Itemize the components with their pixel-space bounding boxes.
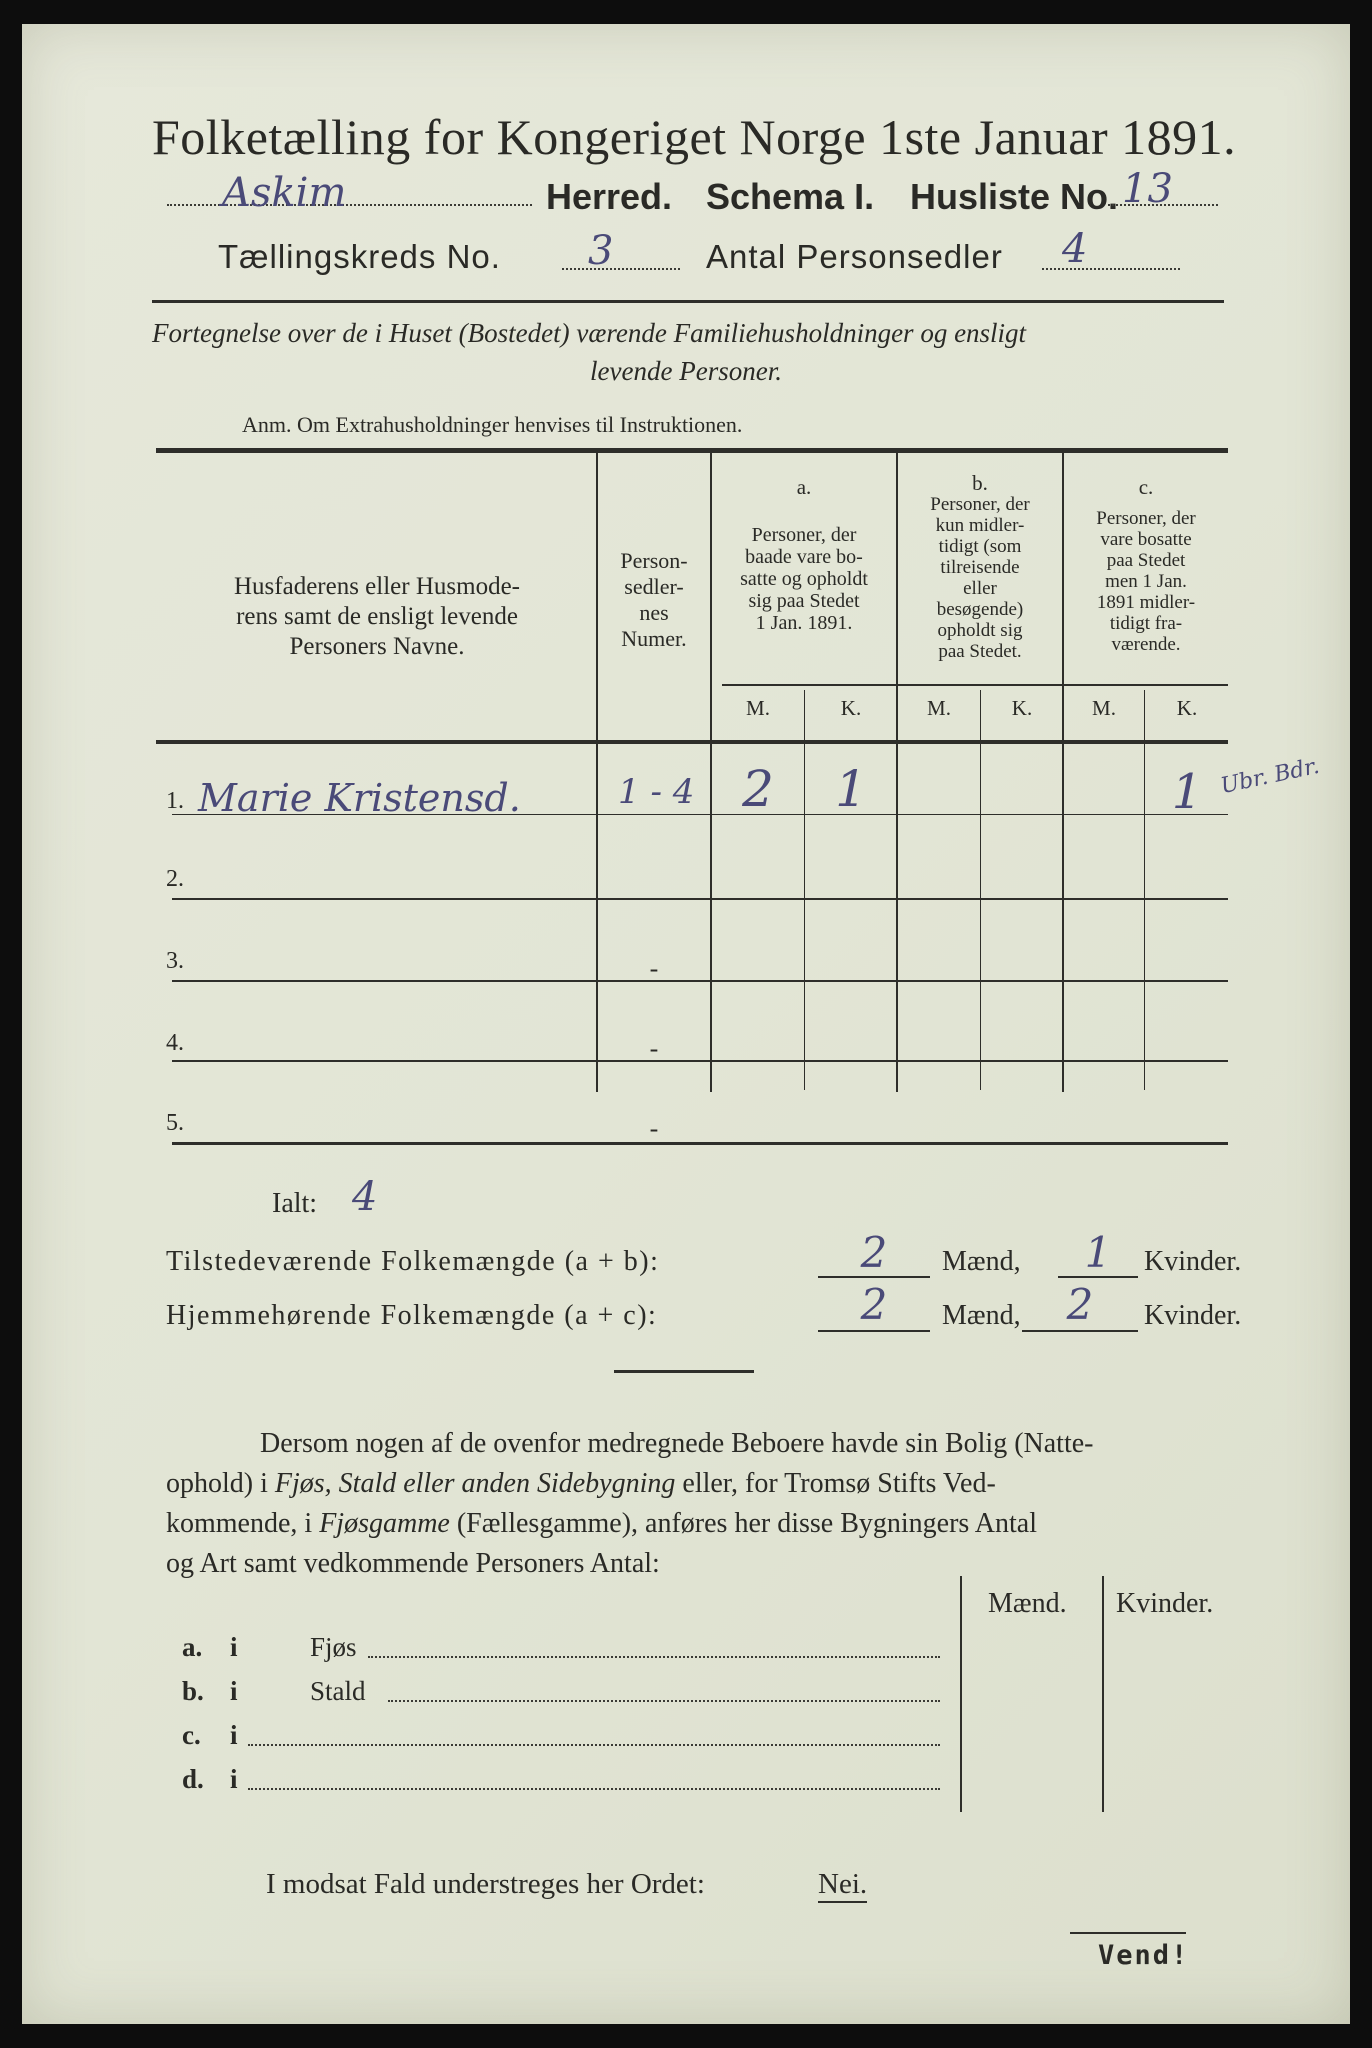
col-header-name: Husfaderens eller Husmode- rens samt de ensligt levende Personers Navne. [233, 573, 520, 660]
row-4-num: - [649, 1034, 659, 1063]
row-1-num: 1 - 4 [618, 772, 695, 812]
a-k-label: K. [840, 696, 862, 720]
row-1-c-k: 1 [1171, 764, 1203, 820]
herred-label: Herred. [546, 176, 673, 217]
table-top-rule [156, 448, 1228, 453]
col-divider-cm [1144, 690, 1145, 1090]
antal-value: 4 [1062, 226, 1088, 272]
building-row-d-letter: d. [182, 1764, 204, 1794]
row-1-number: 1. [166, 788, 184, 814]
header-rule [152, 300, 1224, 303]
building-row-a-label: Fjøs [310, 1632, 357, 1662]
antal-label: Antal Personsedler [706, 238, 1003, 275]
building-row-c-letter: c. [182, 1720, 201, 1750]
row-1-note: Ubr. Bdr. [1218, 753, 1322, 800]
building-row-c-prefix: i [230, 1720, 238, 1750]
b-m-label: M. [927, 696, 951, 720]
census-form-page [22, 24, 1350, 2024]
form-title: Folketælling for Kongeriget Norge 1ste Januar 1891. [152, 109, 1237, 165]
tilst-label: Tilstedeværende Folkemængde (a + b): [166, 1246, 660, 1277]
buildings-maend-head: Mænd. [988, 1588, 1067, 1619]
a-m-label: M. [746, 696, 770, 720]
col-header-c: Personer, der vare bosatte paa Stedet men 1 Jan. 1891 midler- tidigt fra- værende. [1096, 508, 1196, 655]
hjem-k-value: 2 [1066, 1280, 1094, 1329]
hjem-m-line [818, 1330, 930, 1332]
kreds-label: Tællingskreds No. [218, 238, 501, 275]
tilst-kvinder: Kvinder. [1144, 1246, 1242, 1277]
buildings-para-4: og Art samt vedkommende Personers Antal: [166, 1548, 660, 1579]
row-4-number: 4. [166, 1030, 184, 1056]
buildings-para-1: Dersom nogen af de ovenfor medregnede Beboere havde sin Bolig (Natte- [260, 1428, 1094, 1459]
buildings-col-divider-2 [1102, 1576, 1104, 1812]
instruction-note: Anm. Om Extrahusholdninger henvises til Instruktionen. [242, 412, 743, 437]
col-header-a: Personer, der baade vare bo- satte og opholdt sig paa Stedet 1 Jan. 1891. [740, 524, 868, 634]
building-row-a-dots [368, 1656, 940, 1658]
col-header-a-letter: a. [796, 475, 812, 499]
vend-rule [1070, 1932, 1186, 1934]
husliste-value: 13 [1122, 166, 1173, 212]
building-row-b-letter: b. [182, 1676, 204, 1706]
ialt-value: 4 [352, 1174, 378, 1220]
building-row-b-label: Stald [310, 1676, 366, 1706]
col-header-num: Person- sedler- nes Numer. [620, 548, 688, 651]
kreds-dotted-line [562, 268, 680, 270]
tilst-m-value: 2 [860, 1228, 888, 1277]
building-row-b-dots [388, 1700, 940, 1702]
building-row-d-prefix: i [230, 1764, 238, 1794]
schema-label: Schema I. [706, 176, 875, 217]
c-m-label: M. [1092, 696, 1116, 720]
hjem-m-value: 2 [860, 1280, 888, 1329]
col-header-b-letter: b. [972, 471, 988, 495]
row-2-rule [172, 898, 1228, 900]
c-k-label: K. [1176, 696, 1198, 720]
row-5-number: 5. [166, 1110, 184, 1136]
hjem-label: Hjemmehørende Folkemængde (a + c): [166, 1300, 658, 1331]
col-divider-bm [980, 690, 981, 1090]
building-row-a-prefix: i [230, 1632, 238, 1662]
buildings-col-divider-1 [960, 1576, 962, 1812]
row-1-name: Marie Kristensd. [198, 776, 521, 820]
vend-label: Vend! [1098, 1940, 1190, 1971]
subtitle-line-1: Fortegnelse over de i Huset (Bostedet) værende Familiehusholdninger og ensligt [152, 318, 1027, 348]
buildings-para-2: ophold) i Fjøs, Stald eller anden Sidebygning eller, for Tromsø Stifts Ved- [166, 1468, 996, 1499]
husliste-label: Husliste No. [910, 176, 1119, 217]
kreds-value: 3 [588, 228, 614, 274]
col-divider-am [804, 690, 805, 1090]
row-1-a-m: 2 [742, 760, 774, 818]
herred-value: Askim [222, 170, 347, 216]
buildings-kvinder-head: Kvinder. [1116, 1588, 1214, 1619]
footer-word: Nei. [818, 1868, 867, 1903]
footer-text: I modsat Fald understreges her Ordet: [266, 1868, 705, 1900]
section-divider [614, 1370, 754, 1373]
row-2-number: 2. [166, 866, 184, 892]
tilst-k-value: 1 [1084, 1228, 1112, 1277]
row-1-a-k: 1 [835, 760, 867, 818]
hjem-kvinder: Kvinder. [1144, 1300, 1242, 1331]
building-row-a-letter: a. [182, 1632, 203, 1662]
building-row-d-dots [248, 1788, 940, 1790]
building-row-c-dots [248, 1744, 940, 1746]
table-header-bottom-rule [156, 740, 1228, 744]
row-5-num: - [649, 1114, 659, 1143]
hjem-k-line [1022, 1330, 1138, 1332]
buildings-para-3: kommende, i Fjøsgamme (Fællesgamme), anføres her disse Bygningers Antal [166, 1508, 1037, 1539]
tilst-maend: Mænd, [942, 1246, 1021, 1277]
ialt-label: Ialt: [272, 1188, 318, 1219]
mk-rule [722, 684, 1228, 686]
subtitle-line-2: levende Personer. [590, 356, 782, 386]
b-k-label: K. [1011, 696, 1033, 720]
row-3-num: - [649, 954, 659, 983]
col-header-c-letter: c. [1138, 475, 1154, 499]
building-row-b-prefix: i [230, 1676, 238, 1706]
col-header-b: Personer, der kun midler- tidigt (som tilreisende eller besøgende) opholdt sig paa Stedet. [930, 494, 1030, 662]
hjem-maend: Mænd, [942, 1300, 1021, 1331]
row-3-number: 3. [166, 948, 184, 974]
